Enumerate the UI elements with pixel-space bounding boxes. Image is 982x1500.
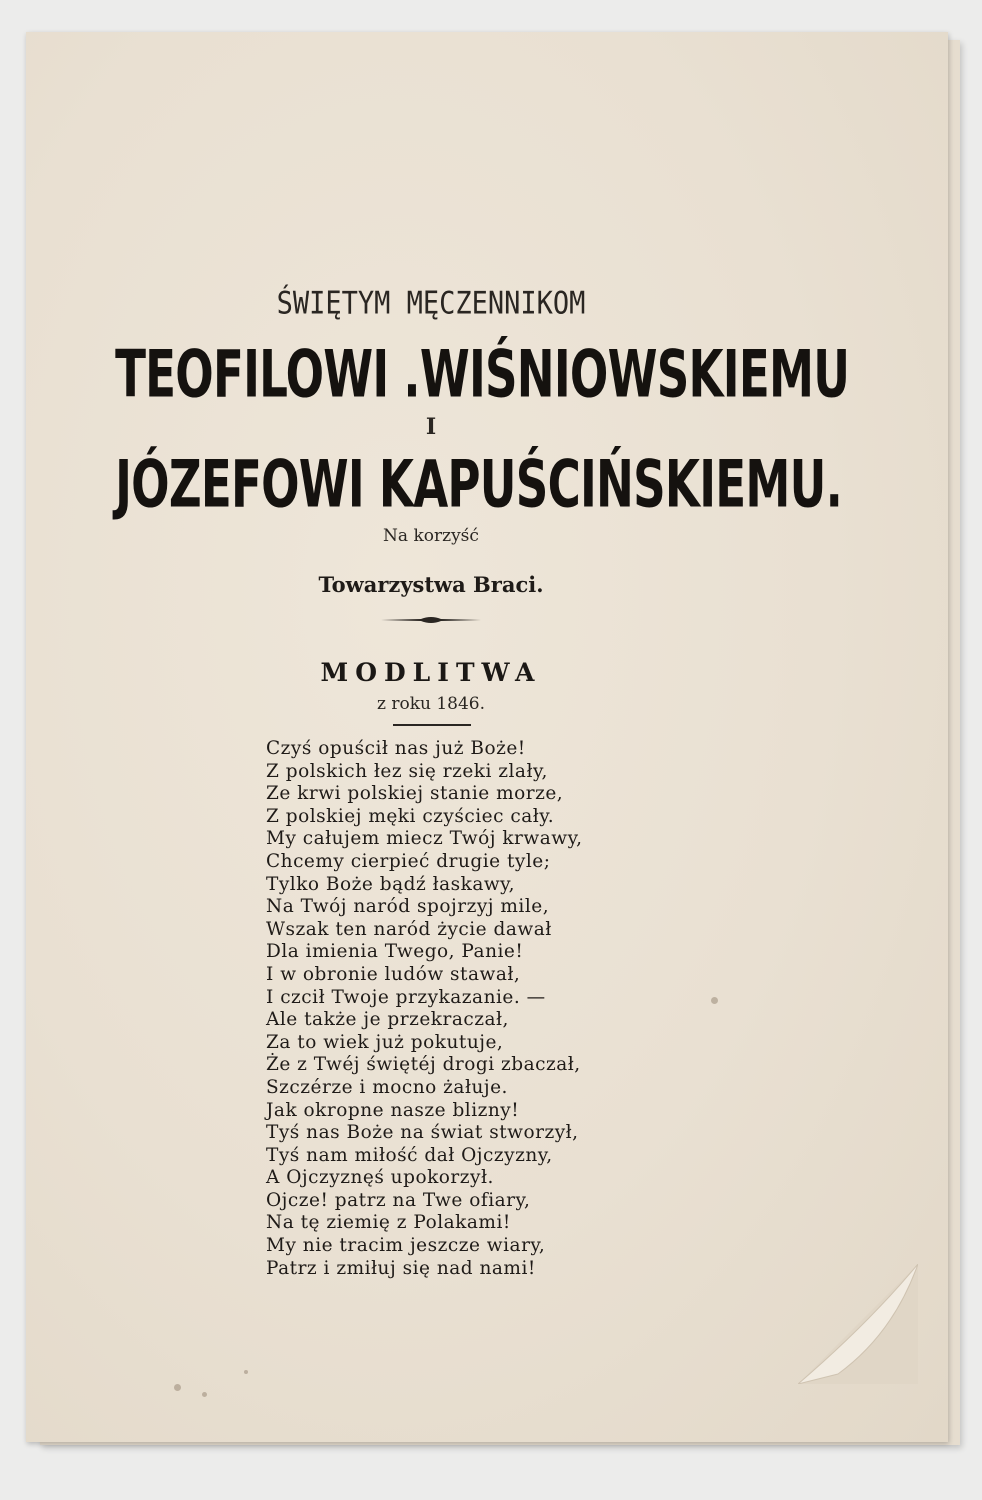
verse-line: Ojcze! patrz na Twe ofiary, — [266, 1189, 531, 1211]
verse-line: I w obronie ludów stawał, — [266, 963, 521, 985]
prayer-date: z roku 1846. — [376, 694, 486, 714]
verse-line: Tyś nam miłość dał Ojczyzny, — [266, 1144, 553, 1166]
verse-line: Dla imienia Twego, Panie! — [266, 941, 524, 963]
verse-line: Wszak ten naród życie dawał — [266, 918, 552, 940]
verse-line: Patrz i zmiłuj się nad nami! — [266, 1257, 536, 1279]
paper-stain — [711, 997, 718, 1004]
verse-line: Z polskiej męki czyściec cały. — [266, 805, 555, 827]
verse-line: My nie tracim jeszcze wiary, — [266, 1235, 546, 1257]
name-line-1: TEOFILOWI .WIŚNIOWSKIEMU — [115, 335, 850, 413]
verse-line: My całujem miecz Twój krwawy, — [266, 828, 583, 850]
name-line-2: JÓZEFOWI KAPUŚCIŃSKIEMU. — [115, 445, 842, 523]
paper-stain — [174, 1384, 181, 1391]
verse-line: Że z Twéj świętéj drogi zbaczał, — [266, 1054, 581, 1076]
verse-line: Ze krwi polskiej stanie morze, — [266, 783, 564, 805]
verse-line: Szczérze i mocno żałuje. — [266, 1076, 508, 1098]
conjunction: I — [425, 414, 437, 440]
verse-line: I czcił Twoje przykazanie. — — [266, 986, 546, 1008]
verse-line: Ale także je przekraczał, — [266, 1009, 509, 1031]
verse-line: Czyś opuścił nas już Boże! — [266, 738, 526, 759]
benefit-line: Na korzyść — [383, 526, 479, 546]
verse-line: Tyś nas Boże na świat stworzył, — [266, 1122, 579, 1144]
document-page — [26, 32, 948, 1442]
verse-line: Na Twój naród spojrzyj mile, — [266, 896, 550, 918]
verse-line: Na tę ziemię z Polakami! — [266, 1212, 511, 1234]
verse-line: Chcemy cierpieć drugie tyle; — [266, 850, 551, 872]
prayer-verse — [266, 738, 582, 1280]
ornament-divider — [381, 615, 481, 625]
verse-line: Za to wiek już pokutuje, — [266, 1031, 504, 1053]
dedication-heading: ŚWIĘTYM MĘCZENNIKOM — [276, 285, 586, 322]
verse-line: Z polskich łez się rzeki zlały, — [266, 760, 548, 782]
verse-line: Tylko Boże bądź łaskawy, — [266, 873, 516, 895]
paper-stain — [244, 1370, 248, 1374]
paper-stain — [202, 1392, 207, 1397]
folded-corner — [798, 1264, 918, 1384]
prayer-title: MODLITWA — [320, 658, 542, 687]
rule-divider — [393, 724, 471, 726]
verse-line: Jak okropne nasze blizny! — [266, 1099, 520, 1121]
verse-line: A Ojczyznęś upokorzył. — [266, 1167, 494, 1189]
society-line: Towarzystwa Braci. — [318, 572, 544, 597]
